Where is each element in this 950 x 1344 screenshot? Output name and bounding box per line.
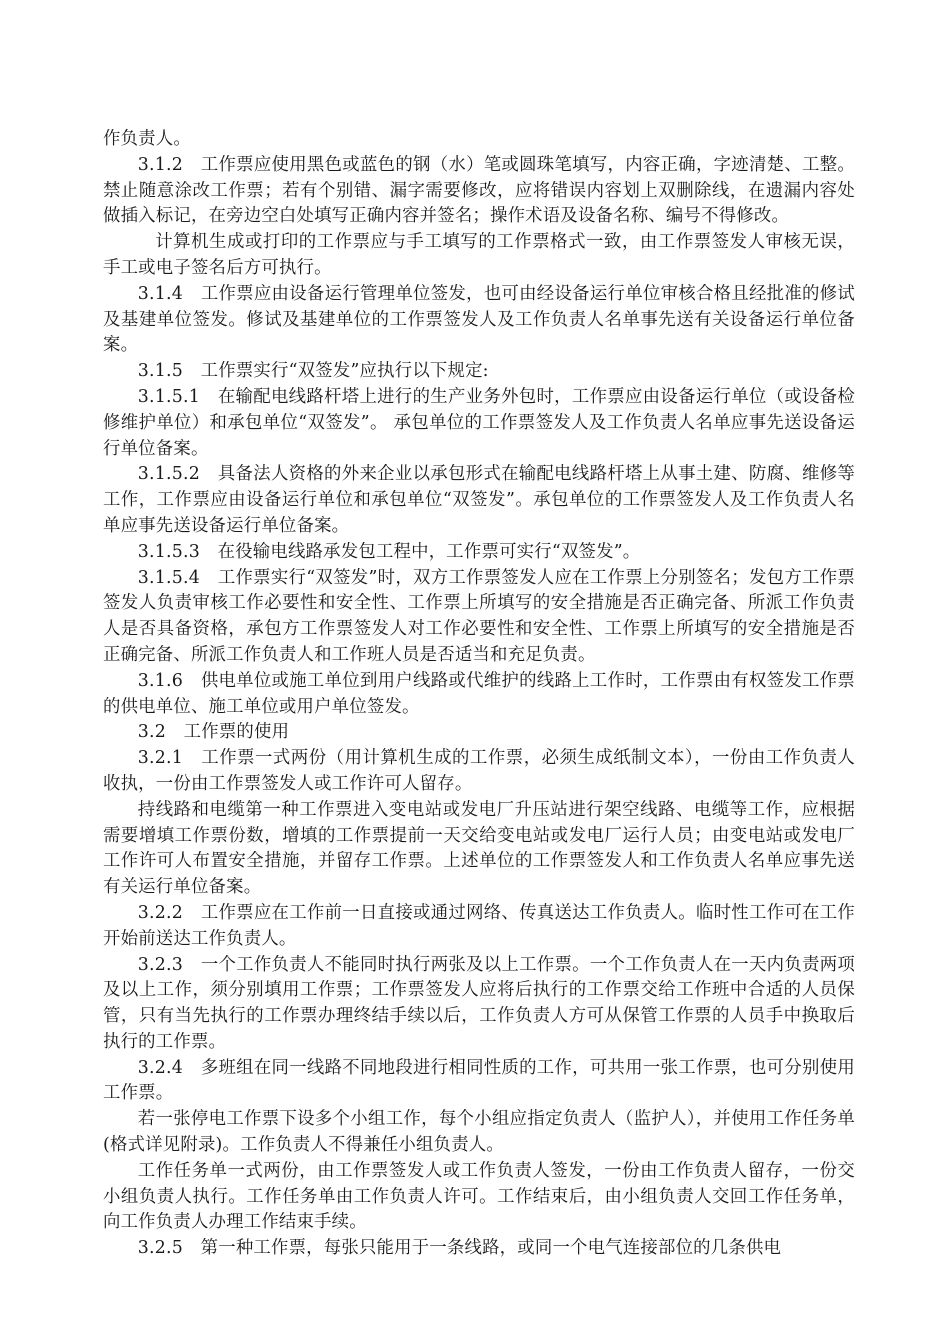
paragraph: 工作任务单一式两份，由工作票签发人或工作负责人签发，一份由工作负责人留存，一份交小组负责人执行。工作任务单由工作负责人许可。工作结束后，由小组负责人交回工作任务单，向工作负责人办理工作结束手续。 [103, 1160, 855, 1233]
paragraph: 3.1.5.3 在役输电线路承发包工程中，工作票可实行“双签发”。 [137, 541, 641, 562]
paragraph: 3.1.5.1 在输配电线路杆塔上进行的生产业务外包时，工作票应由设备运行单位（或设备检修维护单位）和承包单位“双签发”。 承包单位的工作票签发人及工作负责人名单应事先送设备运行单位备案。 [103, 386, 855, 459]
paragraph: 3.2.4 多班组在同一线路不同地段进行相同性质的工作，可共用一张工作票，也可分别使用工作票。 [103, 1057, 855, 1104]
paragraph: 持线路和电缆第一种工作票进入变电站或发电厂升压站进行架空线路、电缆等工作，应根据需要增填工作票份数，增填的工作票提前一天交给变电站或发电厂运行人员；由变电站或发电厂工作许可人布置安全措施，并留存工作票。上述单位的工作票签发人和工作负责人名单应事先送有关运行单位备案。 [103, 799, 855, 898]
paragraph: 3.2.3 一个工作负责人不能同时执行两张及以上工作票。一个工作负责人在一天内负责两项及以上工作，须分别填用工作票；工作票签发人应将后执行的工作票交给工作班中合适的人员保管，只有当先执行的工作票办理终结手续以后，工作负责人方可从保管工作票的人员手中换取后执行的工作票。 [103, 954, 855, 1052]
paragraph: 3.1.4 工作票应由设备运行管理单位签发，也可由经设备运行单位审核合格且经批准的修试及基建单位签发。修试及基建单位的工作票签发人及工作负责人名单事先送有关设备运行单位备案。 [103, 283, 855, 356]
paragraph: 3.2.1 工作票一式两份（用计算机生成的工作票，必须生成纸制文本），一份由工作负责人收执，一份由工作票签发人或工作许可人留存。 [103, 748, 855, 794]
paragraph: 3.1.5.2 具备法人资格的外来企业以承包形式在输配电线路杆塔上从事土建、防腐、维修等工作，工作票应由设备运行单位和承包单位“双签发”。承包单位的工作票签发人及工作负责人名单应事先送设备运行单位备案。 [103, 464, 855, 536]
paragraph: 3.2.2 工作票应在工作前一日直接或通过网络、传真送达工作负责人。临时性工作可在工作开始前送达工作负责人。 [103, 902, 855, 949]
paragraph: 3.1.6 供电单位或施工单位到用户线路或代维护的线路上工作时，工作票由有权签发工作票的供电单位、施工单位或用户单位签发。 [103, 670, 855, 717]
section-heading: 3.2 工作票的使用 [137, 722, 290, 743]
paragraph: 3.1.5.4 工作票实行“双签发”时，双方工作票签发人应在工作票上分别签名；发包方工作票签发人负责审核工作必要性和安全性、工作票上所填写的安全措施是否正确完备、所派工作负责人是否具备资格，承包方工作票签发人对工作必要性和安全性、工作票上所填写的安全措施是否正确完备、所派工作负责人和工作班人员是否适当和充足负责。 [103, 567, 855, 665]
paragraph: 3.2.5 第一种工作票，每张只能用于一条线路，或同一个电气连接部位的几条供电 [137, 1238, 782, 1259]
document-body [103, 127, 855, 1262]
paragraph: 3.1.2 工作票应使用黑色或蓝色的钢（水）笔或圆珠笔填写，内容正确，字迹清楚、工整。禁止随意涂改工作票；若有个别错、漏字需要修改，应将错误内容划上双删除线，在遗漏内容处做插入标记，在旁边空白处填写正确内容并签名；操作术语及设备名称、编号不得修改。 [103, 154, 855, 227]
paragraph: 作负责人。 [103, 129, 191, 149]
paragraph: 若一张停电工作票下设多个小组工作，每个小组应指定负责人（监护人），并使用工作任务单(格式详见附录)。工作负责人不得兼任小组负责人。 [103, 1109, 855, 1156]
paragraph: 3.1.5 工作票实行“双签发”应执行以下规定: [137, 361, 489, 382]
paragraph: 计算机生成或打印的工作票应与手工填写的工作票格式一致，由工作票签发人审核无误，手工或电子签名后方可执行。 [103, 232, 855, 278]
